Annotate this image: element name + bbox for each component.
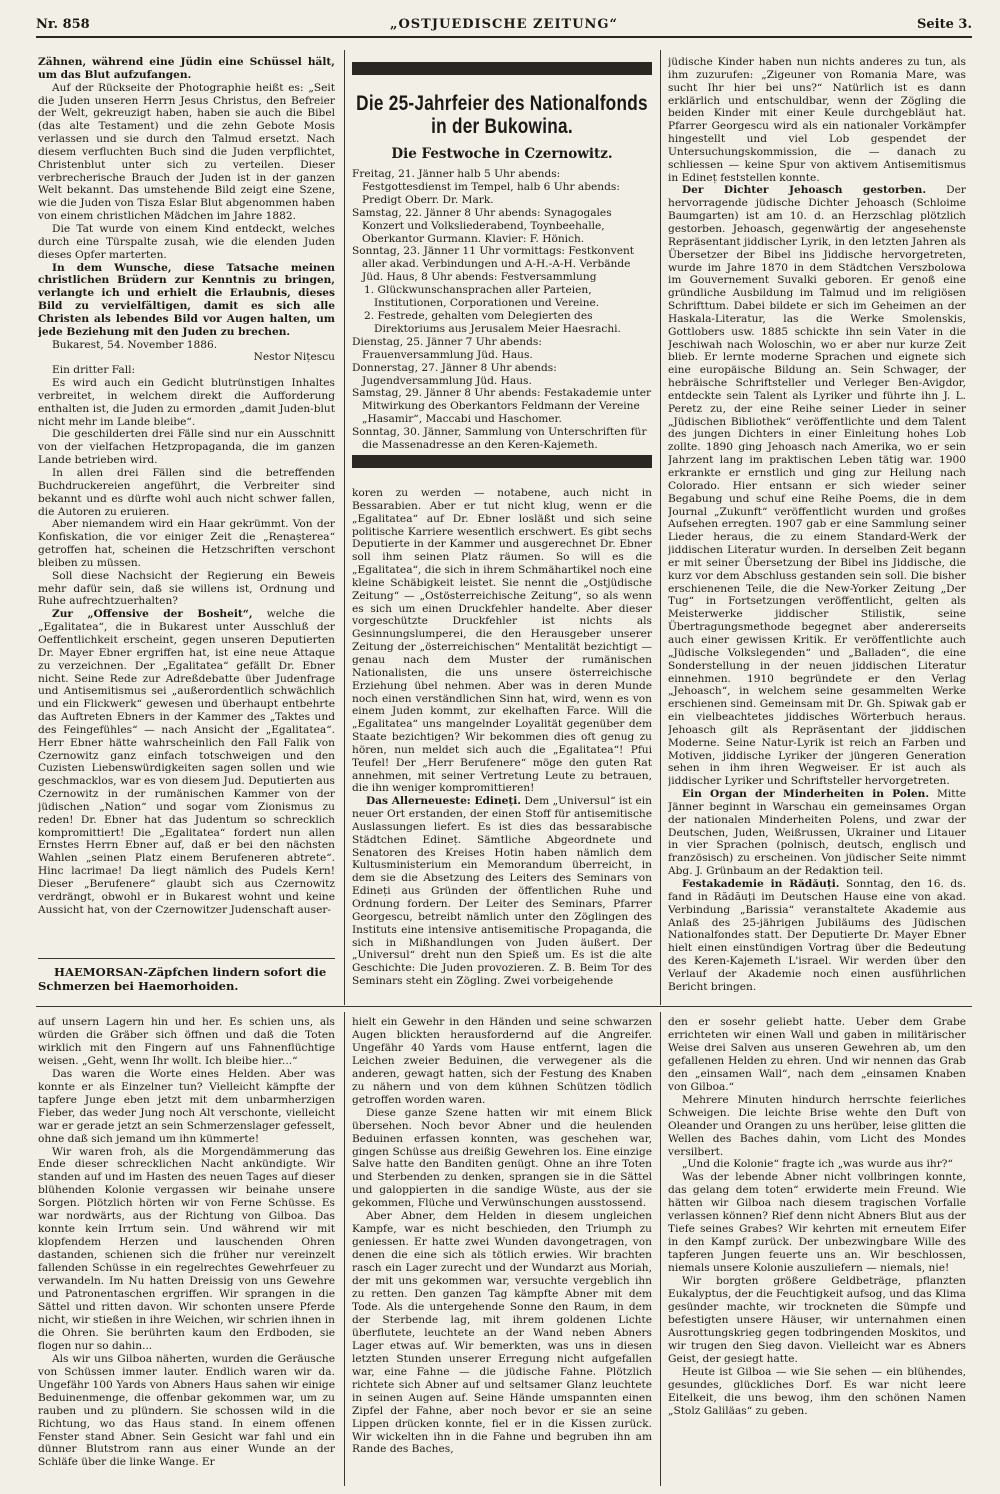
paragraph: Soll diese Nachsicht der Regierung ein Beweis mehr dafür sein, daß sie willens ist, Ordnung und Ruhe aufrechtzuerhalten? — [38, 569, 335, 608]
paragraph: Diese ganze Szene hatten wir mit einem Blick übersehen. Noch bevor Abner und die heulenden Beduinen erfassen konnten, was geschehen war, gingen Schüsse aus dreißig Gewehren los. Eine einzige Salve hatte den Banditen genügt. Ohne an ihre Toten und Sterbenden zu denken, sprangen sie in die Sättel und galoppierten in die sandige Wüste, aus der sie gekommen, Flüche und Verwünschungen ausstossend. — [352, 1106, 652, 1210]
section-heading: Zur „Offensive der Bosheit“, — [52, 608, 253, 621]
paragraph-text: Dem „Universul“ ist ein neuer Ort erstanden, der einen Stoff für antisemitische Auslassungen liefert. Es ist dies das bessarabische Städtchen Edineț. Sämtliche Abgeordnete und Senatoren des Kreises Hotin haben nämlich dem Kultusministerium ein Memorandum überreicht, in dem sie die Absetzung des Leiters des Seminars von Edineți aus Gründen der öffentlichen Ruhe und Ordnung fordern. Der Leiter des Seminars, Pfarrer Georgescu, betreibt nämlich unter den Zöglingen des Instituts eine intensive antisemitische Propaganda, die sich in Mißhandlungen von Juden äußert. Der „Universul“ dreht nun den Spieß um. Es ist die alte Geschichte: Die Juden provozieren. Z. B. Beim Tor des Seminars steht ein Zögling. Zwei vorbeigehende — [352, 795, 652, 988]
page-number: Seite 3. — [917, 17, 972, 32]
paragraph: Wir borgten größere Geldbeträge, pflanzten Eukalyptus, der die Feuchtigkeit aufsog, und das Klima gesünder machte, wir trockneten die Sümpfe und befestigten unsere Häuser, wir unternahmen einen Ausrottungskrieg gegen todbringenden Moskitos, und wir trugen den Sieg davon. Vielleicht war es Abners Geist, der gesiegt hatte. — [668, 1275, 966, 1365]
paragraph — [38, 608, 335, 916]
issue-number: Nr. 858 — [36, 17, 90, 32]
program-item: Donnerstag, 27. Jänner 8 Uhr abends: Jugendversammlung Jüd. Haus. — [352, 361, 557, 387]
section-heading: Festakademie in Rădăuți. — [682, 878, 840, 890]
paragraph: Es wird auch ein Gedicht blutrünstigen Inhaltes verbreitet, in welchem direkt die Aufforderung enthalten ist, die Juden zu ermorden „damit Juden-blut nicht mehr im Lande bleibe“. — [38, 377, 335, 428]
headline: Die 25-Jahrfeier des Nationalfonds in der Bukowina. — [356, 92, 648, 138]
paragraph: Heute ist Gilboa — wie Sie sehen — ein blühendes, gesundes, glückliches Dorf. Es war nicht leere Eitelkeit, die uns bewog, ihm den schönen Namen „Stolz Galiläas“ zu geben. — [668, 1365, 966, 1417]
article-column-1 — [38, 56, 335, 964]
newspaper-title: „OSTJUEDISCHE ZEITUNG“ — [389, 17, 619, 32]
program-item: Samstag, 22. Jänner 8 Uhr abends: Synagogales Konzert und Volksliederabend, Toynbeehalle, Oberkantor Gurmann. Klavier: F. Hönich. — [352, 206, 612, 245]
paragraph: Mehrere Minuten hindurch herrschte feierliches Schweigen. Die leichte Brise wehte den Duft von Oleander und Orangen zu uns herüber, leise glitten die Wellen des Baches dahin, vom Licht des Mondes versilbert. — [668, 1093, 966, 1158]
paragraph: Wir waren froh, als die Morgendämmerung das Ende dieser schrecklichen Nacht ankündigte. Wir standen auf und im Hasten des neuen Tages auf dieser blühenden Kolonie vergassen wir beinahe unsere Sorgen. Plötzlich hörten wir von Ferne Schüsse. Es war nordwärts, aus der Richtung von Gilboa. Das konnte kein Irrtum sein. Und während wir mit klopfendem Herzen und lauschenden Ohren dastanden, schienen sich die früher nur vereinzelt fallenden Schüsse in ein regelrechtes Gewehrfeuer zu verwandeln. Im Nu hatten Dreissig von uns Gewehre und Patronentaschen ergriffen. Wir sprangen in die Sättel und ritten davon. Wir schonten unsere Pferde nicht, wir stießen in ihre Weichen, wir schrien ihnen in die Ohren. Sie berührten kaum den Erdboden, sie flogen nur so dahin... — [38, 1145, 335, 1352]
page-header — [36, 14, 972, 38]
paragraph-text: Der hervorragende jüdische Dichter Jehoasch (Schloime Baumgarten) ist am 10. d. an Herzschlag plötzlich gestorben. Jehoasch, gegenwärtig der angesehenste Repräsentant jiddischer Lyrik, in den letzten Jahren als Übersetzer der Bibel ins Jiddische hervorgetreten, wurde im Jahre 1870 in dem Städtchen Verszbolowa im Gouvernement Suvalki geboren. Er genoß eine gründliche Ausbildung im Talmud und im religiösen Schrifttum. Dabei bildete er sich im Geheimen an der Haskala-Literatur, las die Werke Smolenskis, Gottlobers usw. 1885 schickte ihn sein Vater in die Jeschiwah nach Woloschin, wo er aber nur kurze Zeit blieb. Er lernte moderne Sprachen und eignete sich eine europäische Bildung an. Sein Schwager, der hebräische Schriftsteller und Verleger Ben-Avigdor, entdeckte sein Talent als Lyriker und führte ihn J. L. Peretz zu, der eine Reihe seiner Lieder in seiner „Jüdischen Bibliothek“ veröffentlichte und dem Talent des jungen Dichters in einer Einleitung hohes Lob zollte. 1890 ging Jehoasch nach Amerika, wo er sein Jahrzent lang im praktischen Leben tätig war. 1900 erkrankte er ernstlich und ging zur Heilung nach Colorado. Hier entsann er sich wieder seiner Begabung und schuf eine Reihe Poems, die in dem Journal „Zukunft“ veröffentlicht wurden und großes Aufsehen erregten. 1907 gab er eine Sammlung seiner Lieder heraus, die zu einem Standard-Werk der jiddischen Literatur wurden. In derselben Zeit begann er mit seiner Übersetzung der Bibel ins Jiddische, die kurz vor dem Abschluss gestanden sein soll. Die bisher erschienenen Teile, die die New-Yorker Zeitung „Der Tug“ in Fortsetzungen veröffentlicht, gelten als Meisterwerke jiddischer Stilistik, seine Übertragungsmethode begegnet aber andererseits auch einer gewissen Kritik. Er veröffentlichte auch „Jüdische Volkslegenden“ und „Balladen“, die eine Sonderstellung in der neuen jiddischen Literatur einnehmen. 1910 begründete er den Verlag „Jehoasch“, in welchem seine gesammelten Werke erschienen sind. Gemeinsam mit Dr. Gh. Spiwak gab er ein vielbeachtetes jiddisches Wörterbuch heraus. Jehoasch gilt als Repräsentant der jiddischen Moderne. Seine Natur-Lyrik ist reich an Farben und Motiven, jiddische Lyriker der jüngeren Generation sehen in ihm ihren Wegweiser. Er ist auch als jiddischer Lyriker und Schriftsteller hervorgetreten. — [668, 184, 966, 788]
decorative-bar — [352, 62, 652, 75]
paragraph: hielt ein Gewehr in den Händen und seine schwarzen Augen blickten herausfordernd auf die Angreifer. Ungefähr 40 Yards vom Hause entfernt, lagen die Leichen zweier Beduinen, die verwegener als die anderen, gewagt hatten, sich der Festung des Knaben zu nähern und von dem kühnen Schützen tödlich getroffen worden waren. — [352, 1016, 652, 1106]
program-item: Sonntag, 23. Jänner 11 Uhr vormittags: Festkonvent aller akad. Verbindungen und A-H.-A-H. Verbände Jüd. Haus, 8 Uhr abends: Festversammlung — [352, 245, 635, 284]
column-rule — [344, 50, 345, 1005]
paragraph-text: Mitte Jänner beginnt in Warschau ein gemeinsames Organ der nationalen Minderheiten Polens, und zwar der Deutschen, Juden, Weißrussen, Ukrainer und Litauer in vier Sprachen (polnisch, deutsch, englisch und französisch) zu erscheinen. Von jüdischer Seite nimmt Abg. J. Grünbaum an der Redaktion teil. — [668, 788, 966, 878]
subheadline: Die Festwoche in Czernowitz. — [391, 146, 613, 162]
story-column-1 — [38, 1016, 335, 1484]
paragraph — [352, 795, 652, 988]
paragraph: auf unsern Lagern hin und her. Es schien uns, als würden die Gräber sich öffnen und daß die Toten wirklich mit den Fingern auf uns Fahnenflüchtige weisen. „Geht, wenn Ihr wollt. Ich bleibe hier...“ — [38, 1016, 335, 1067]
column-rule — [660, 1012, 661, 1486]
paragraph: jüdische Kinder haben nun nichts anderes zu tun, als ihm zuzurufen: „Zigeuner von Romania Mare, was sucht Ihr hier bei uns?“ Natürlich ist es dann erklärlich und entschuldbar, wenn der Zögling die beiden Kinder mit einer Keule durchgebläut hat. Pfarrer Georgescu wird als ein nationaler Vorkämpfer hingestellt und viel Lob gespendet der Untersuchungskommission, die — danach zu schliessen — keine Spur von aktivem Antisemitismus in Edineț feststellen konnte. — [668, 56, 966, 184]
signature: Nestor Nițescu — [253, 351, 335, 364]
paragraph: den er sosehr geliebt hatte. Ueber dem Grabe errichteten wir einen Wall und gaben in militärischer Weise drei Salven aus unseren Gewehren ab, um den gefallenen Helden zu ehren. Und wir nennen das Grab den „einsamen Wall“, nach dem „einsamen Knaben von Gilboa.“ — [668, 1016, 966, 1093]
section-heading: Ein Organ der Minderheiten in Polen. — [682, 788, 930, 801]
paragraph: Was der lebende Abner nicht vollbringen konnte, das gelang dem toten“ erwiderte mein Freund. Wie hätten wir Gilboa nach diesem tragischen Vorfalle verlassen können? Rief denn nicht Abners Blut aus der Tiefe seines Grabes? Wir kehrten mit erneutem Eifer in den Kampf zurück. Der unbezwingbare Wille des tapferen Jungen feuerte uns an. Wir beschlossen, niemals unsere Kolonie auszuliefern — niemals, nie! — [668, 1171, 966, 1275]
story-column-2 — [352, 1016, 652, 1484]
advertisement: HAEMORSAN-Zäpfchen lindern sofort die Schmerzen bei Haemorhoiden. — [38, 965, 327, 993]
paragraph — [668, 184, 966, 788]
paragraph: Als wir uns Gilboa näherten, wurden die Geräusche von Schüssen immer lauter. Endlich waren wir da. Ungefähr 100 Yards von Abners Haus sahen wir einige Beduinenmenge, die offenbar gekommen war, um zu rauben und zu plündern. Sie schossen wild in die Richtung, wo das Haus stand. In einem offenen Fenster stand Abner. Sein Gesicht war fahl und ein dünner Blutstrom rann aus einer Wunde an der Schläfe über die linke Wange. Er — [38, 1352, 335, 1469]
paragraph: Das waren die Worte eines Helden. Aber was konnte er als Einzelner tun? Vielleicht kämpfte der tapfere Junge eben jetzt mit dem unbarmherzigen Fieber, das weder Jung noch Alt verschonte, vielleicht war er gerade jetzt an sein Schmerzenslager gefesselt, ohne daß sich jemand um ihn kümmerte! — [38, 1067, 335, 1145]
paragraph: koren zu werden — notabene, auch nicht in Bessarabien. Aber er tut nicht klug, wenn er die „Egalitatea“ auf Dr. Ebner losläßt und sich seine politische Karriere wesentlich erschwert. Es gibt sechs Deputierte in der Kammer und ausgerechnet Dr. Ebner soll ihm seinen Platz räumen. So will es die „Egalitatea“, die sich in ihrem Schmähartikel noch eine kleine Schäbigkeit leistet. Sie nennt die „Ostjüdische Zeitung“ — „Ostösterreichische Zeitung“, so als wenn es sich um einen Druckfehler handelte. Aber dieser vorgeschützte Druckfehler ist nichts als Gesinnungslumperei, die den Herausgeber unserer Zeitung der „österreichischen“ Mentalität bezichtigt — genau nach dem Muster der rumänischen Nationalisten, die uns unsere österreichische Erziehung übel nehmen. Aber was in deren Munde noch einen verständlichen Sinn hat, wird, wenn es von einem Juden kommt, zur ekelhaften Farce. Will die „Egalitatea“ uns mangelnder Loyalität gegenüber dem Staate bezichtigen? Wir bekommen dies oft genug zu hören, nun meldet sich auch die „Egalitatea“! Pfui Teufel! Der „Herr Berufenere“ möge den guten Rat annehmen, mit seiner Vertretung Leute zu betrauen, die ihn weniger kompromittieren! — [352, 487, 652, 795]
paragraph — [668, 788, 966, 878]
paragraph: Ein dritter Fall: — [52, 364, 136, 377]
article-column-3 — [668, 56, 966, 999]
program-item: Sonntag, 30. Jänner, Sammlung von Unterschriften für die Massenadresse an den Keren-Kajemeth. — [352, 426, 647, 452]
paragraph: Auf der Rückseite der Photographie heißt es: „Seit die Juden unseren Herrn Jesus Christus, den Befreier der Welt, gekreuzigt haben, haben sie auch die Bibel (das alte Testament) und die zehn Gebote Mosis verlassen und sie durch den Talmud ersetzt. Nach diesem verfluchten Buch sind die Juden verpflichtet, Christenblut unter sich zu verteilen. Dieser verbrecherische Brauch der Juden ist in der ganzen Welt bekannt. Das umstehende Bild zeigt eine Szene, wie die Juden von Tisza Eslar Blut abgenommen haben von einem christlichen Mädchen im Jahre 1882. — [38, 81, 335, 223]
program-item: Freitag, 21. Jänner halb 5 Uhr abends: Festgottesdienst im Tempel, halb 6 Uhr abends: Predigt Oberr. Dr. Mark. — [352, 168, 620, 206]
section-divider — [36, 1006, 972, 1007]
paragraph: In dem Wunsche, diese Tatsache meinen christlichen Brüdern zur Kenntnis zu bringen, verlangte ich und erhielt die Erlaubnis, dieses Bild zu vervielfältigen, damit es sich alle Christen als lebendes Bild vor Augen halten, um jede Beziehung mit den Juden zu brechen. — [38, 261, 335, 338]
section-heading: Das Allerneueste: Edineți. — [366, 795, 521, 808]
paragraph-text: welche die „Egalitatea“, die in Bukarest unter Ausschluß der Oeffentlichkeit erscheint, gegen unseren Deputierten Dr. Mayer Ebner ergriffen hat, ist eine neue Attaque zu verzeichnen. Der „Egalitatea“ gefällt Dr. Ebner nicht. Seine Rede zur Adreßdebatte über Judenfrage und Antisemitismus sei „außerordentlich schwächlich und ein Flickwerk“ gewesen und überhaupt entbehrte das Auftreten Ebners in der Kammer des „Taktes und des Feingefühles“ — nach Ansicht der „Egalitatea“. Herr Ebner hätte wahrscheinlich den Fall Falik von Czernowitz ganz einfach totschweigen und den Cuzisten Liebenswürdigkeiten sagen sollen und wie geschmacklos, war es von diesem Jud. Deputierten aus Czernowitz in der rumänischen Kammer von der jüdischen „Nation“ und sogar vom Zionismus zu reden! Dr. Ebner hat das Judentum so schrecklich kompromittiert! Die „Egalitatea“ fordert nun allen Ernstes Herrn Ebner auf, daß er bei den nächsten Wahlen „seinen Platz einem Berufeneren abtrete“. Hinc lacrimae! Da liegt nämlich des Pudels Kern! Dieser „Berufenere“ glaubt sich aus Czernowitz verdrängt, obwohl er in Bukarest wohnt und keine Aussicht hat, von der Czernowitzer Judenschaft auser- — [38, 608, 335, 916]
paragraph: Aber niemandem wird ein Haar gekrümmt. Von der Konfiskation, die vor einiger Zeit die „Renașterea“ getroffen hat, scheinen die Hetzschriften verschont bleiben zu müssen. — [38, 518, 335, 569]
column-rule — [344, 1012, 345, 1486]
paragraph: In allen drei Fällen sind die betreffenden Buchdruckereien angeführt, die Verbreiter sind bekannt und es dürfte wohl auch nicht schwer fallen, die Autoren zu eruieren. — [38, 467, 335, 518]
program-item: Samstag, 29. Jänner 8 Uhr abends: Festakademie unter Mitwirkung des Oberkantors Feldmann der Vereine „Hasamir“, Maccabi und Haschomer. — [352, 387, 652, 426]
paragraph — [668, 878, 966, 994]
paragraph-text: Sonntag, den 16. ds. fand in Rădăuți im Deutschen Hause eine von akad. Verbindung „Barissia“ veranstaltete Akademie aus Anlaß des 25-jährigen Jubiläums des Jüdischen Nationalfondes statt. Der Deputierte Dr. Mayer Ebner hielt einen einstündigen Vortrag über die Bedeutung des Keren-Kajemeth L'israel. Wir werden über den Verlauf der Akademie noch einen ausführlichen Bericht bringen. — [668, 878, 966, 993]
program-item: 2. Festrede, gehalten vom Delegierten des Direktoriums aus Jerusalem Meier Haesrachi. — [364, 309, 621, 335]
festival-announcement — [352, 92, 652, 452]
story-column-3 — [668, 1016, 966, 1484]
paragraph: Die geschilderten drei Fälle sind nur ein Ausschnitt von der vielfachen Hetzpropaganda, die im ganzen Lande betrieben wird. — [38, 428, 335, 467]
column-rule — [660, 50, 661, 1005]
program-item: 1. Glückwunschansprachen aller Parteien, Institutionen, Corporationen und Vereine. — [364, 284, 600, 310]
program-item: Dienstag, 25. Jänner 7 Uhr abends: Frauenversammlung Jüd. Haus. — [352, 335, 542, 361]
paragraph: Aber Abner, dem Helden in diesem ungleichen Kampfe, war es nicht beschieden, den Triumph zu geniessen. Er hatte zwei Wunden davongetragen, von denen die eine sich als tötlich erwies. Wir brachten rasch ein Lager zurecht und der Wundarzt aus Moriah, der mit uns gekommen war, versuchte vergeblich ihn zu retten. Den ganzen Tag kämpfte Abner mit dem Tode. Als die untergehende Sonne den Raum, in dem der Sterbende lag, mit ihrem goldenen Lichte überflutete, leuchtete an der Wand neben Abners Lager etwas auf. Wir bemerkten, was uns in diesen letzten Stunden unserer Erregung nicht aufgefallen war, eine Fahne — die jüdische Fahne. Plötzlich richtete sich Abner auf und seltsamer Glanz leuchtete in seinen Augen auf. Seine Hände umspannten einen Zipfel der Fahne, aber noch bevor er sie an seine Lippen drücken konnte, fiel er in die Kissen zurück. Wir wickelten ihn in die Fahne und begruben ihn am Rande des Baches, — [352, 1210, 652, 1456]
dateline: Bukarest, 54. November 1886. — [52, 338, 218, 351]
decorative-bar — [352, 455, 652, 468]
section-heading: Der Dichter Jehoasch gestorben. — [682, 184, 927, 197]
paragraph: Die Tat wurde von einem Kind entdeckt, welches durch eine Türspalte zusah, wie die elenden Juden dieses Opfer marterten. — [38, 222, 335, 261]
paragraph: „Und die Kolonie“ fragte ich „was wurde aus ihr?“ — [682, 1158, 953, 1171]
paragraph: Zähnen, während eine Jüdin eine Schüssel hält, um das Blut aufzufangen. — [38, 56, 335, 81]
article-column-2 — [352, 487, 652, 999]
program-list — [352, 168, 652, 452]
